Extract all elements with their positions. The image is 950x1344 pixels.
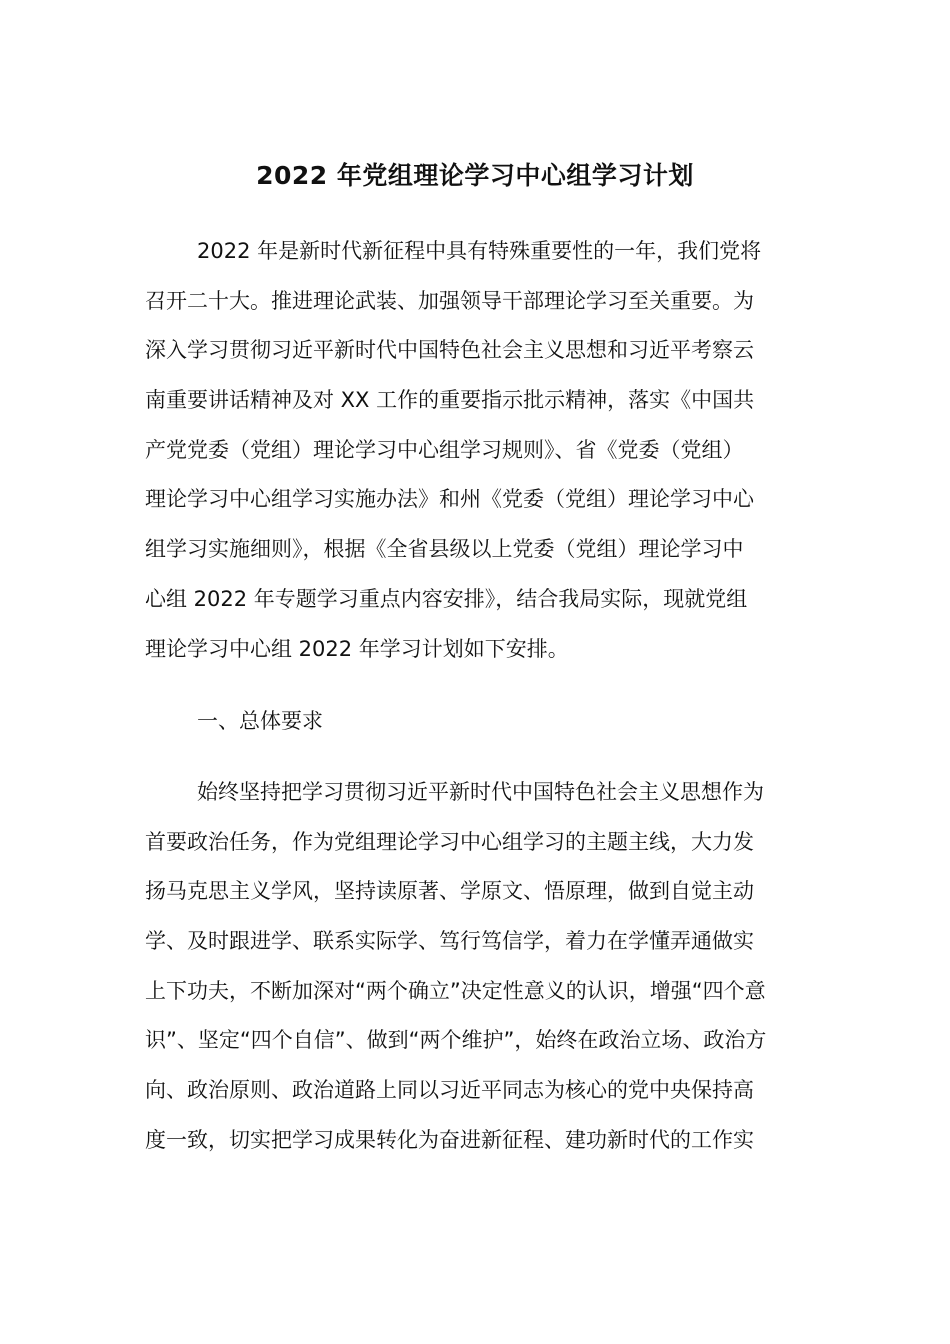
paragraph-line: 2022 年是新时代新征程中具有特殊重要性的一年，我们党将 [197,239,762,263]
paragraph-intro [145,227,815,674]
paragraph-line: 上下功夫，不断加深对“两个确立”决定性意义的认识，增强“四个意 [145,978,766,1003]
paragraph-line: 扬马克思主义学风，坚持读原著、学原文、悟原理，做到自觉主动 [145,879,754,904]
paragraph-line: 学、及时跟进学、联系实际学、笃行笃信学，着力在学懂弄通做实 [145,929,754,954]
paragraph-line: 向、政治原则、政治道路上同以习近平同志为核心的党中央保持高 [145,1078,754,1103]
paragraph-line: 始终坚持把学习贯彻习近平新时代中国特色社会主义思想作为 [197,780,764,804]
paragraph-line: 召开二十大。推进理论武装、加强领导干部理论学习至关重要。为 [145,288,754,313]
section-heading [145,697,815,747]
paragraph-line: 心组 2022 年专题学习重点内容安排》，结合我局实际，现就党组 [145,586,748,611]
paragraph-general-requirements [145,768,815,1166]
paragraph-line: 识”、坚定“四个自信”、做到“两个维护”，始终在政治立场、政治方 [145,1028,767,1053]
document-title: 2022 年党组理论学习中心组学习计划 [256,161,694,190]
paragraph-line: 理论学习中心组学习实施办法》和州《党委（党组）理论学习中心 [145,487,754,512]
paragraph-line: 理论学习中心组 2022 年学习计划如下安排。 [145,636,569,661]
paragraph-line: 度一致，切实把学习成果转化为奋进新征程、建功新时代的工作实 [145,1127,754,1152]
paragraph-line: 产党党委（党组）理论学习中心组学习规则》、省《党委（党组） [145,437,744,462]
paragraph-line: 首要政治任务，作为党组理论学习中心组学习的主题主线，大力发 [145,829,754,854]
paragraph-line: 组学习实施细则》，根据《全省县级以上党委（党组）理论学习中 [145,537,744,562]
section-heading-text: 一、总体要求 [197,709,323,733]
paragraph-line: 深入学习贯彻习近平新时代中国特色社会主义思想和习近平考察云 [145,338,754,363]
paragraph-line: 南重要讲话精神及对 XX 工作的重要指示批示精神，落实《中国共 [145,388,755,413]
